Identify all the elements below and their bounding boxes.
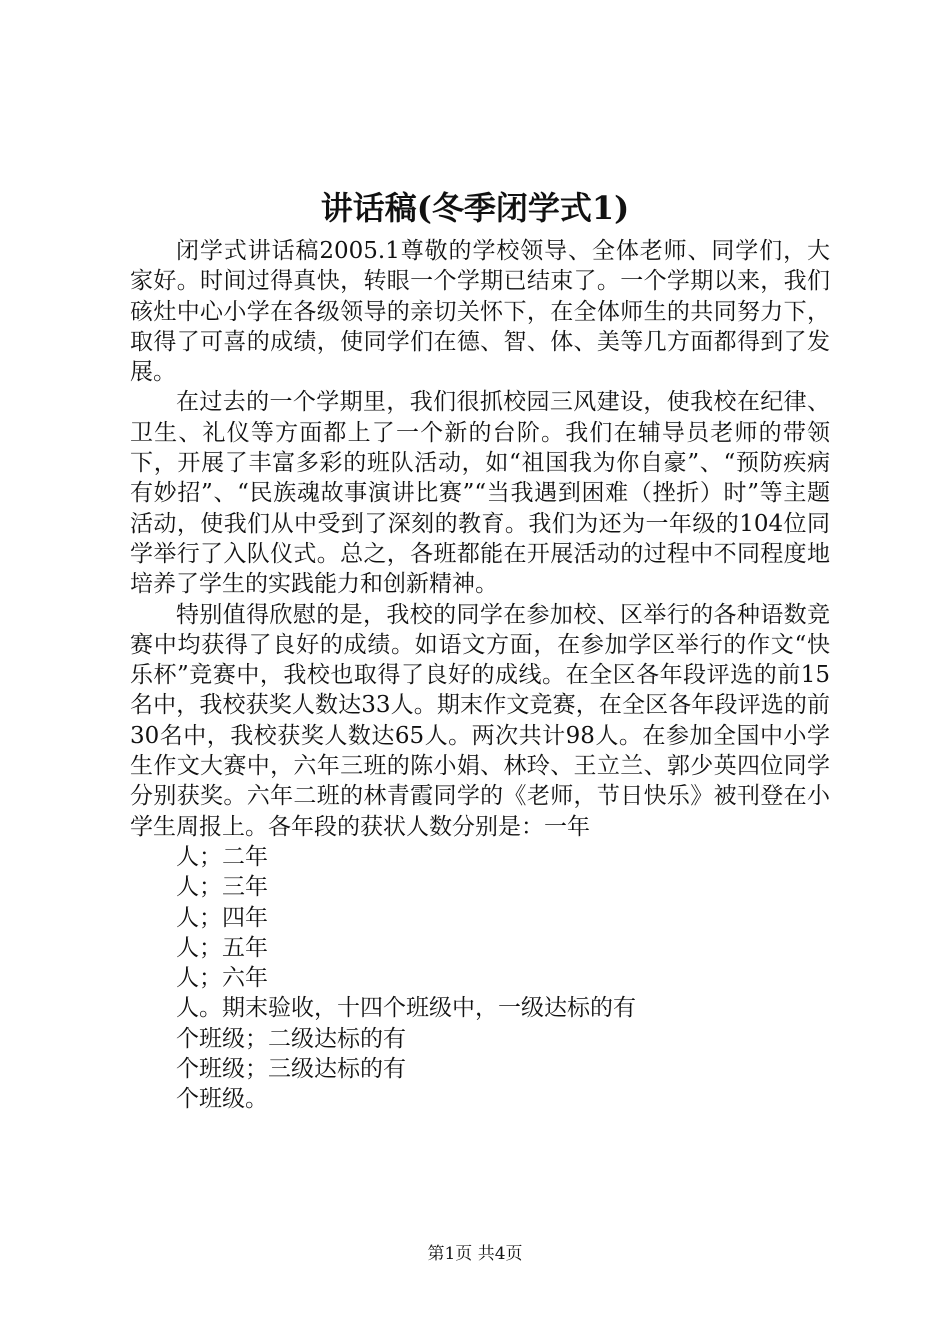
paragraph-opening: 闭学式讲话稿2005.1尊敬的学校领导、全体老师、同学们，大家好。时间过得真快，转眼一个学期已结束了。一个学期以来，我们硋灶中心小学在各级领导的亲切关怀下，在全体师生的共同努力下，取得了可喜的成绩，使同学们在德、智、体、美等几方面都得到了发展。 <box>130 238 830 386</box>
text-line: 个班级；三级达标的有 <box>176 1056 406 1083</box>
text-line: 人；四年 <box>176 904 268 931</box>
text-line: 人。期末验收，十四个班级中，一级达标的有 <box>176 995 636 1022</box>
text-line: 个班级。 <box>176 1086 268 1113</box>
text-line: 人；二年 <box>176 843 268 870</box>
text-line: 个班级；二级达标的有 <box>176 1025 406 1052</box>
page-number-footer: 第1页 共4页 <box>427 1244 523 1264</box>
document-title: 讲话稿(冬季闭学式1) <box>320 189 630 227</box>
document-body <box>130 236 830 1115</box>
text-line: 人；六年 <box>176 965 268 992</box>
text-line: 人；三年 <box>176 874 268 901</box>
paragraph-activities: 在过去的一个学期里，我们很抓校园三风建设，使我校在纪律、卫生、礼仪等方面都上了一个新的台阶。我们在辅导员老师的带领下，开展了丰富多彩的班队活动，如“祖国我为你自豪”、“预防疾病有妙招”、“民族魂故事演讲比赛”“当我遇到困难（挫折）时”等主题活动，使我们从中受到了深刻的教育。我们为还为一年级的104位同学举行了入队仪式。总之，各班都能在开展活动的过程中不同程度地培养了学生的实践能力和创新精神。 <box>130 389 830 598</box>
paragraph-achievements: 特别值得欣慰的是，我校的同学在参加校、区举行的各种语数竞赛中均获得了良好的成绩。如语文方面，在参加学区举行的作文“快乐杯”竞赛中，我校也取得了良好的成线。在全区各年段评选的前15名中，我校获奖人数达33人。期末作文竞赛，在全区各年段评选的前30名中，我校获奖人数达65人。两次共计98人。在参加全国中小学生作文大赛中，六年三班的陈小娟、林玲、王立兰、郭少英四位同学分别获奖。六年二班的林青霞同学的《老师，节日快乐》被刊登在小学生周报上。各年段的获状人数分别是：一年 <box>130 601 830 840</box>
text-line: 人；五年 <box>176 934 268 961</box>
